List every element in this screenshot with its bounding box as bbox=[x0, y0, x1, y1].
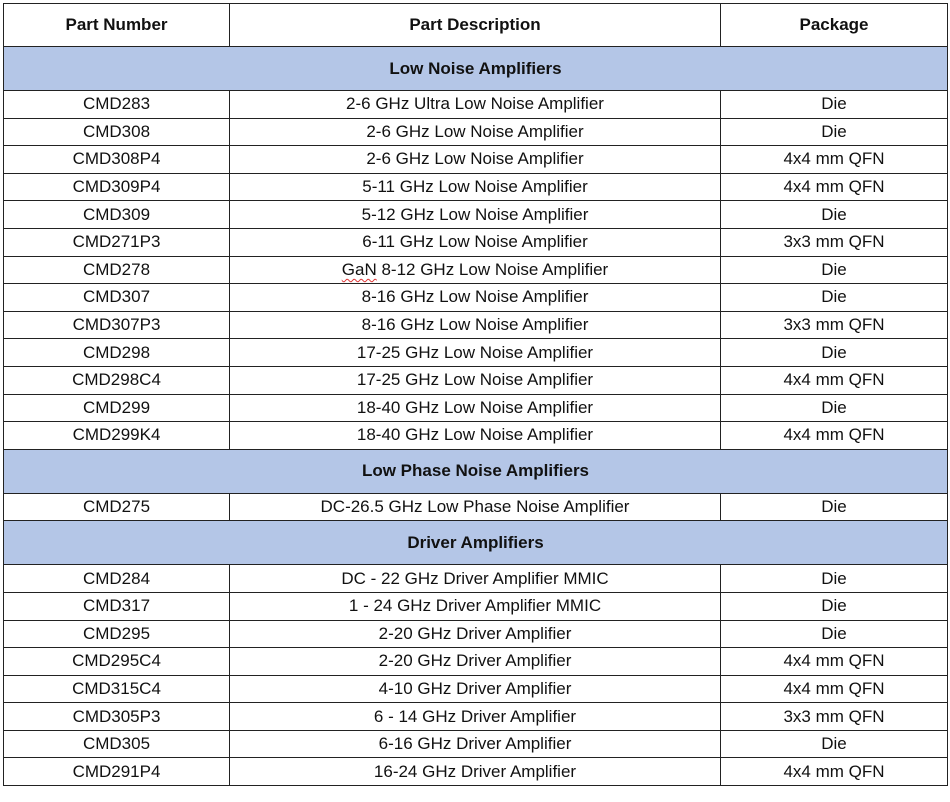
part-description-cell: 8-16 GHz Low Noise Amplifier bbox=[230, 311, 721, 339]
part-number-cell: CMD284 bbox=[4, 565, 230, 593]
part-description-cell: 5-11 GHz Low Noise Amplifier bbox=[230, 173, 721, 201]
table-row bbox=[4, 146, 948, 174]
table-row bbox=[4, 394, 948, 422]
package-cell: 4x4 mm QFN bbox=[721, 648, 948, 676]
package-cell: Die bbox=[721, 201, 948, 229]
parts-table bbox=[3, 3, 948, 786]
table-body bbox=[4, 47, 948, 786]
package-cell: Die bbox=[721, 394, 948, 422]
package-cell: Die bbox=[721, 91, 948, 119]
part-number-cell: CMD298C4 bbox=[4, 366, 230, 394]
package-cell: Die bbox=[721, 118, 948, 146]
part-number-cell: CMD283 bbox=[4, 91, 230, 119]
part-number-cell: CMD278 bbox=[4, 256, 230, 284]
table-row bbox=[4, 201, 948, 229]
part-number-cell: CMD271P3 bbox=[4, 228, 230, 256]
package-cell: Die bbox=[721, 592, 948, 620]
part-number-cell: CMD299 bbox=[4, 394, 230, 422]
header-part-description: Part Description bbox=[230, 4, 721, 47]
table-row bbox=[4, 118, 948, 146]
table-row bbox=[4, 758, 948, 786]
table-row bbox=[4, 311, 948, 339]
header-part-number: Part Number bbox=[4, 4, 230, 47]
part-number-cell: CMD317 bbox=[4, 592, 230, 620]
section-header-row bbox=[4, 521, 948, 565]
table-row bbox=[4, 493, 948, 521]
part-description-cell: 2-20 GHz Driver Amplifier bbox=[230, 620, 721, 648]
package-cell: Die bbox=[721, 620, 948, 648]
section-title: Low Noise Amplifiers bbox=[4, 47, 948, 91]
table-row bbox=[4, 91, 948, 119]
section-header-row bbox=[4, 449, 948, 493]
part-number-cell: CMD307 bbox=[4, 284, 230, 312]
part-description-cell: GaN 8-12 GHz Low Noise Amplifier bbox=[230, 256, 721, 284]
part-number-cell: CMD308 bbox=[4, 118, 230, 146]
spellcheck-underline: GaN bbox=[341, 259, 377, 279]
part-number-cell: CMD299K4 bbox=[4, 422, 230, 450]
package-cell: Die bbox=[721, 730, 948, 758]
part-description-cell: 2-6 GHz Low Noise Amplifier bbox=[230, 118, 721, 146]
section-title: Driver Amplifiers bbox=[4, 521, 948, 565]
table-row bbox=[4, 620, 948, 648]
table-row bbox=[4, 366, 948, 394]
part-description-cell: 6-11 GHz Low Noise Amplifier bbox=[230, 228, 721, 256]
part-description-cell: 8-16 GHz Low Noise Amplifier bbox=[230, 284, 721, 312]
package-cell: Die bbox=[721, 493, 948, 521]
package-cell: 3x3 mm QFN bbox=[721, 311, 948, 339]
package-cell: Die bbox=[721, 284, 948, 312]
part-description-cell: 2-6 GHz Low Noise Amplifier bbox=[230, 146, 721, 174]
part-number-cell: CMD305 bbox=[4, 730, 230, 758]
table-row bbox=[4, 173, 948, 201]
part-number-cell: CMD309P4 bbox=[4, 173, 230, 201]
package-cell: 4x4 mm QFN bbox=[721, 675, 948, 703]
table-row bbox=[4, 284, 948, 312]
package-cell: 3x3 mm QFN bbox=[721, 703, 948, 731]
part-description-cell: 17-25 GHz Low Noise Amplifier bbox=[230, 339, 721, 367]
part-description-cell: DC-26.5 GHz Low Phase Noise Amplifier bbox=[230, 493, 721, 521]
part-description-cell: 16-24 GHz Driver Amplifier bbox=[230, 758, 721, 786]
part-description-cell: 2-20 GHz Driver Amplifier bbox=[230, 648, 721, 676]
part-number-cell: CMD295C4 bbox=[4, 648, 230, 676]
table-row bbox=[4, 422, 948, 450]
table-row bbox=[4, 675, 948, 703]
part-description-cell: 1 - 24 GHz Driver Amplifier MMIC bbox=[230, 592, 721, 620]
part-number-cell: CMD295 bbox=[4, 620, 230, 648]
part-number-cell: CMD305P3 bbox=[4, 703, 230, 731]
package-cell: 4x4 mm QFN bbox=[721, 758, 948, 786]
part-description-cell: 18-40 GHz Low Noise Amplifier bbox=[230, 394, 721, 422]
table-row bbox=[4, 648, 948, 676]
part-description-cell: 6-16 GHz Driver Amplifier bbox=[230, 730, 721, 758]
part-description-cell: DC - 22 GHz Driver Amplifier MMIC bbox=[230, 565, 721, 593]
part-description-cell: 5-12 GHz Low Noise Amplifier bbox=[230, 201, 721, 229]
part-number-cell: CMD291P4 bbox=[4, 758, 230, 786]
package-cell: 4x4 mm QFN bbox=[721, 366, 948, 394]
table-row bbox=[4, 228, 948, 256]
package-cell: 3x3 mm QFN bbox=[721, 228, 948, 256]
table-row bbox=[4, 730, 948, 758]
package-cell: 4x4 mm QFN bbox=[721, 173, 948, 201]
table-row bbox=[4, 565, 948, 593]
part-number-cell: CMD307P3 bbox=[4, 311, 230, 339]
part-description-cell: 17-25 GHz Low Noise Amplifier bbox=[230, 366, 721, 394]
table-row bbox=[4, 592, 948, 620]
part-number-cell: CMD275 bbox=[4, 493, 230, 521]
section-title: Low Phase Noise Amplifiers bbox=[4, 449, 948, 493]
table-row bbox=[4, 703, 948, 731]
part-description-cell: 6 - 14 GHz Driver Amplifier bbox=[230, 703, 721, 731]
part-description-cell: 4-10 GHz Driver Amplifier bbox=[230, 675, 721, 703]
package-cell: Die bbox=[721, 339, 948, 367]
header-package: Package bbox=[721, 4, 948, 47]
package-cell: 4x4 mm QFN bbox=[721, 422, 948, 450]
part-description-cell: 2-6 GHz Ultra Low Noise Amplifier bbox=[230, 91, 721, 119]
part-description-cell: 18-40 GHz Low Noise Amplifier bbox=[230, 422, 721, 450]
table-row bbox=[4, 256, 948, 284]
package-cell: Die bbox=[721, 256, 948, 284]
table-row bbox=[4, 339, 948, 367]
part-number-cell: CMD298 bbox=[4, 339, 230, 367]
part-number-cell: CMD309 bbox=[4, 201, 230, 229]
section-header-row bbox=[4, 47, 948, 91]
package-cell: 4x4 mm QFN bbox=[721, 146, 948, 174]
package-cell: Die bbox=[721, 565, 948, 593]
header-row bbox=[4, 4, 948, 47]
part-number-cell: CMD308P4 bbox=[4, 146, 230, 174]
part-number-cell: CMD315C4 bbox=[4, 675, 230, 703]
